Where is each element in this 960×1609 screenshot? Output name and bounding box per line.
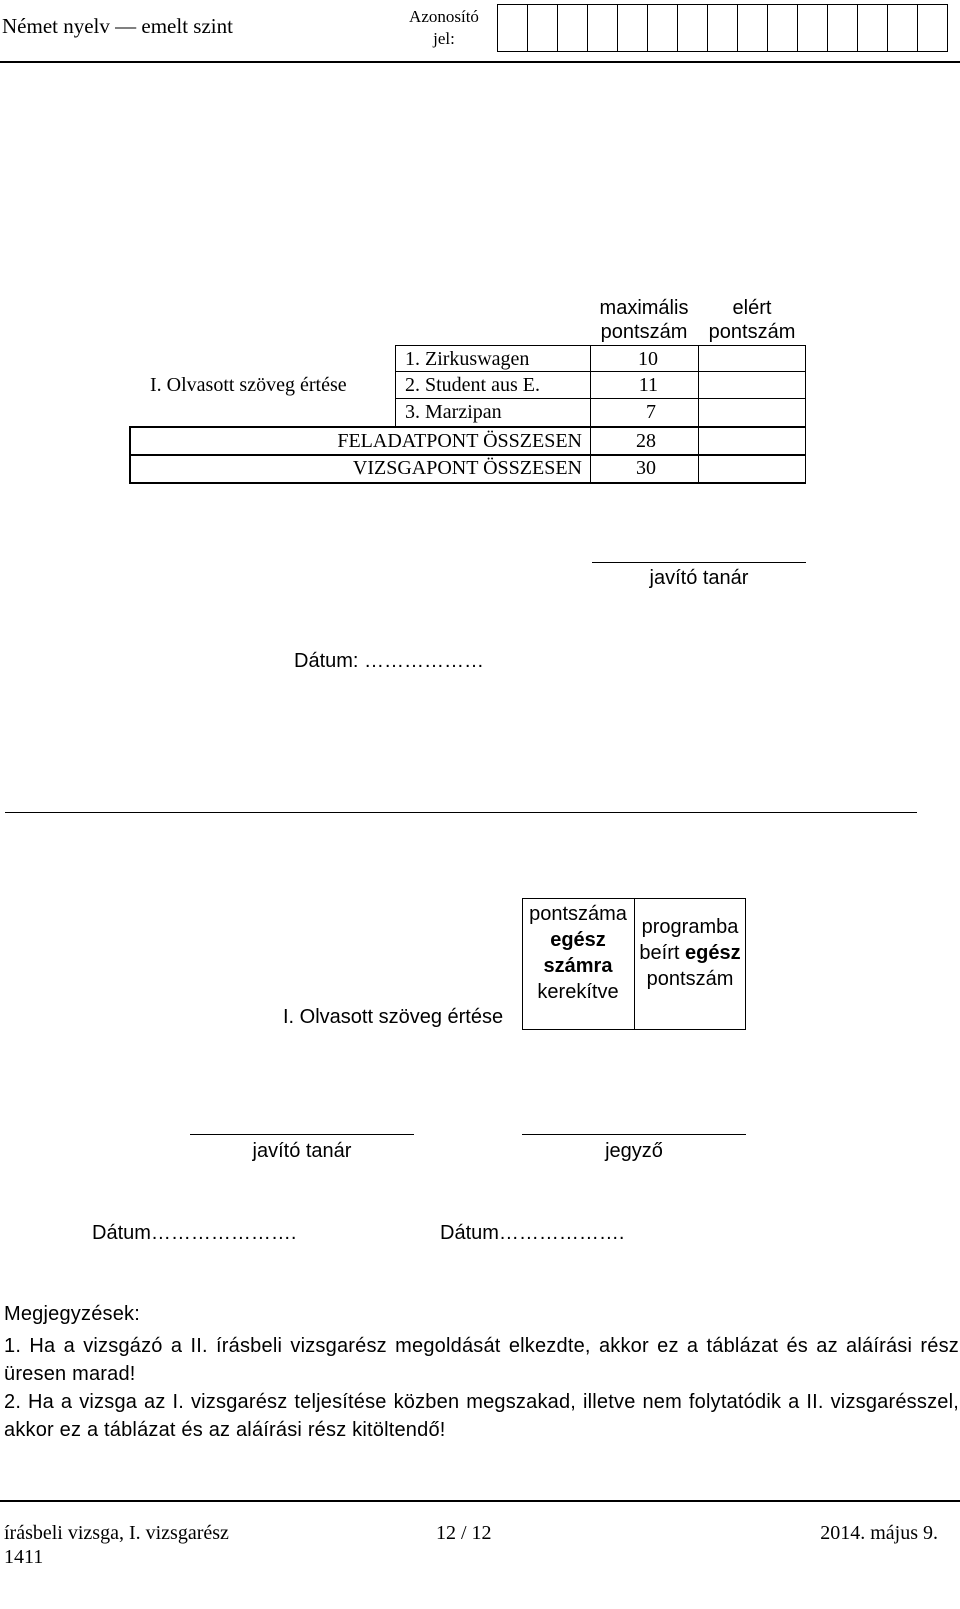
table-rule [698, 345, 699, 483]
table-rule [129, 426, 131, 483]
table-rule [395, 345, 806, 346]
table-rule [805, 345, 806, 483]
col-max-line2: pontszám [600, 321, 688, 343]
corrector-label: javító tanár [252, 1140, 352, 1162]
id-digit-box[interactable] [738, 4, 768, 52]
id-digit-box[interactable] [528, 4, 558, 52]
signature-line [190, 1134, 414, 1135]
total-task-label: FELADATPONT ÖSSZESEN [337, 430, 582, 452]
table-rule [129, 426, 806, 428]
col1-line1: pontszáma [529, 903, 627, 925]
id-digit-box[interactable] [708, 4, 738, 52]
footer-page: 12 / 12 [436, 1522, 492, 1544]
section-label: I. Olvasott szöveg értése [283, 1006, 504, 1028]
task-max: 10 [638, 348, 658, 370]
date-field[interactable]: Dátum…………………. [92, 1222, 297, 1244]
task-max: 11 [638, 374, 658, 396]
section-label: I. Olvasott szöveg értése [150, 374, 347, 396]
date-field[interactable]: Dátum: ……………… [294, 650, 485, 672]
footer-date: 2014. május 9. [820, 1522, 938, 1544]
id-digit-box[interactable] [888, 4, 918, 52]
table-rule [634, 898, 635, 1030]
col1-line3: számra [543, 955, 613, 977]
id-digit-box[interactable] [828, 4, 858, 52]
notes-section [4, 1300, 959, 1444]
header-rule [0, 61, 960, 63]
col2-line1: programba [641, 916, 739, 938]
table-rule [395, 371, 806, 372]
task-name: 3. Marzipan [405, 401, 502, 423]
notes-heading: Megjegyzések: [4, 1303, 140, 1325]
total-task-value: 28 [636, 430, 656, 452]
id-digit-box[interactable] [798, 4, 828, 52]
id-digit-box[interactable] [498, 4, 528, 52]
signature-line [522, 1134, 746, 1135]
total-exam-value: 30 [636, 457, 656, 479]
note-item: 2. Ha a vizsga az I. vizsgarész teljesítése közben megszakad, illetve nem folytatódik a II. vizsgarésszel, akkor ez a táblázat és az aláírási rész kitöltendő! [4, 1391, 959, 1441]
task-name: 1. Zirkuswagen [405, 348, 530, 370]
note-item: 1. Ha a vizsgázó a II. írásbeli vizsgarész megoldását elkezdte, akkor ez a táblázat és az aláírási rész üresen marad! [4, 1335, 959, 1385]
id-digit-box[interactable] [588, 4, 618, 52]
col1-line2: egész [550, 929, 606, 951]
col2-line2-pre: beírt [639, 942, 685, 964]
col-header-got [698, 296, 806, 344]
id-digit-box[interactable] [858, 4, 888, 52]
table-rule [745, 898, 746, 1030]
col-got-line2: pontszám [708, 321, 796, 343]
id-label-line1: Azonosító [409, 7, 479, 26]
footer-left: írásbeli vizsga, I. vizsgarész [4, 1522, 229, 1544]
signature-line [592, 562, 806, 563]
task-name: 2. Student aus E. [405, 374, 540, 396]
id-box-row [497, 4, 948, 52]
col-got-line1: elért [732, 297, 772, 319]
col2-line3: pontszám [646, 968, 734, 990]
registrar-label: jegyző [605, 1140, 663, 1162]
total-exam-label: VIZSGAPONT ÖSSZESEN [352, 457, 582, 479]
col2-line2-bold: egész [684, 942, 741, 964]
id-digit-box[interactable] [558, 4, 588, 52]
date-field[interactable]: Dátum………………. [440, 1222, 625, 1244]
corrector-label: javító tanár [649, 567, 749, 589]
col-header-max [590, 296, 698, 344]
id-digit-box[interactable] [678, 4, 708, 52]
table-rule [590, 345, 591, 483]
footer-rule [0, 1500, 960, 1502]
footer-code: 1411 [4, 1546, 44, 1568]
col-rounded-header [522, 901, 634, 1005]
id-label [404, 6, 484, 50]
id-digit-box[interactable] [648, 4, 678, 52]
col-program-header [634, 914, 746, 992]
col1-line4: kerekítve [537, 981, 619, 1003]
col-max-line1: maximális [599, 297, 689, 319]
task-max: 7 [646, 401, 656, 423]
header-title: Német nyelv — emelt szint [2, 14, 233, 38]
table-rule [129, 454, 806, 456]
table-rule [395, 345, 396, 427]
col2-line2 [634, 940, 746, 966]
id-digit-box[interactable] [918, 4, 948, 52]
table-rule [129, 482, 806, 484]
table-rule [522, 898, 523, 1030]
id-digit-box[interactable] [618, 4, 648, 52]
id-digit-box[interactable] [768, 4, 798, 52]
separator-line [5, 812, 917, 813]
id-label-line2: jel: [433, 29, 455, 48]
table-rule [395, 398, 806, 399]
